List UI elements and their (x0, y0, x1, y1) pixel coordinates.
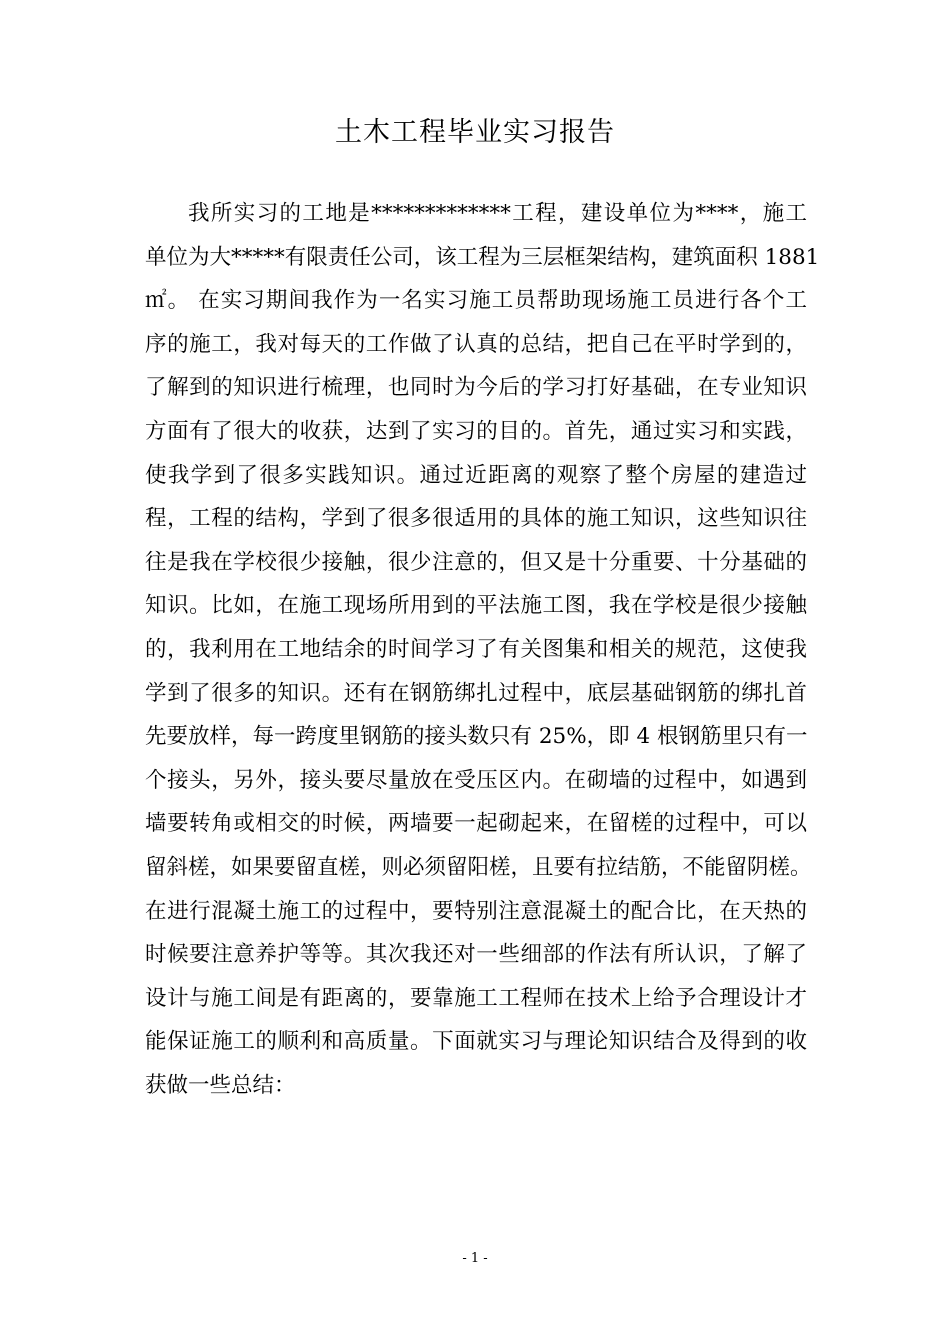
paragraph-line: 使我学到了很多实践知识。通过近距离的观察了整个房屋的建造过 (145, 462, 807, 488)
paragraph-line: 先要放样，每一跨度里钢筋的接头数只有 25%，即 4 根钢筋里只有一 (145, 724, 808, 750)
paragraph-line: 在进行混凝土施工的过程中，要特别注意混凝土的配合比，在天热的 (145, 898, 807, 924)
paragraph-line: 序的施工，我对每天的工作做了认真的总结，把自己在平时学到的， (145, 331, 807, 357)
paragraph-line: 程，工程的结构，学到了很多很适用的具体的施工知识，这些知识往 (145, 506, 807, 532)
paragraph-line: 往是我在学校很少接触，很少注意的，但又是十分重要、十分基础的 (145, 549, 807, 575)
paragraph-line: 时候要注意养护等等。其次我还对一些细部的作法有所认识，了解了 (145, 942, 807, 968)
paragraph-line: 学到了很多的知识。还有在钢筋绑扎过程中，底层基础钢筋的绑扎首 (145, 680, 807, 706)
paragraph-line: 知识。比如，在施工现场所用到的平法施工图，我在学校是很少接触 (145, 593, 807, 619)
page-number: - 1 - (462, 1251, 488, 1266)
paragraph-line: 留斜槎，如果要留直槎，则必须留阳槎，且要有拉结筋，不能留阴槎。 (145, 854, 812, 880)
paragraph-line: 获做一些总结： (145, 1072, 296, 1098)
paragraph-line: 墙要转角或相交的时候，两墙要一起砌起来，在留槎的过程中，可以 (145, 811, 807, 837)
paragraph-line: 单位为大*****有限责任公司，该工程为三层框架结构，建筑面积 1881 (145, 244, 820, 270)
page-title: 土木工程毕业实习报告 (335, 117, 615, 148)
paragraph-line: 方面有了很大的收获，达到了实习的目的。首先，通过实习和实践， (145, 418, 807, 444)
paragraph-line: 我所实习的工地是*************工程，建设单位为****，施工 (188, 201, 807, 226)
paragraph-line: 能保证施工的顺利和高质量。下面就实习与理论知识结合及得到的收 (145, 1029, 807, 1055)
report-paragraph (145, 192, 820, 1107)
paragraph-line: 的，我利用在工地结余的时间学习了有关图集和相关的规范，这使我 (145, 636, 807, 662)
paragraph-line: 设计与施工间是有距离的，要靠施工工程师在技术上给予合理设计才 (145, 985, 807, 1011)
paragraph-line: 了解到的知识进行梳理，也同时为今后的学习打好基础，在专业知识 (145, 375, 807, 401)
paragraph-line: 个接头，另外，接头要尽量放在受压区内。在砌墙的过程中，如遇到 (145, 767, 807, 793)
paragraph-line: ㎡。 在实习期间我作为一名实习施工员帮助现场施工员进行各个工 (145, 288, 807, 314)
